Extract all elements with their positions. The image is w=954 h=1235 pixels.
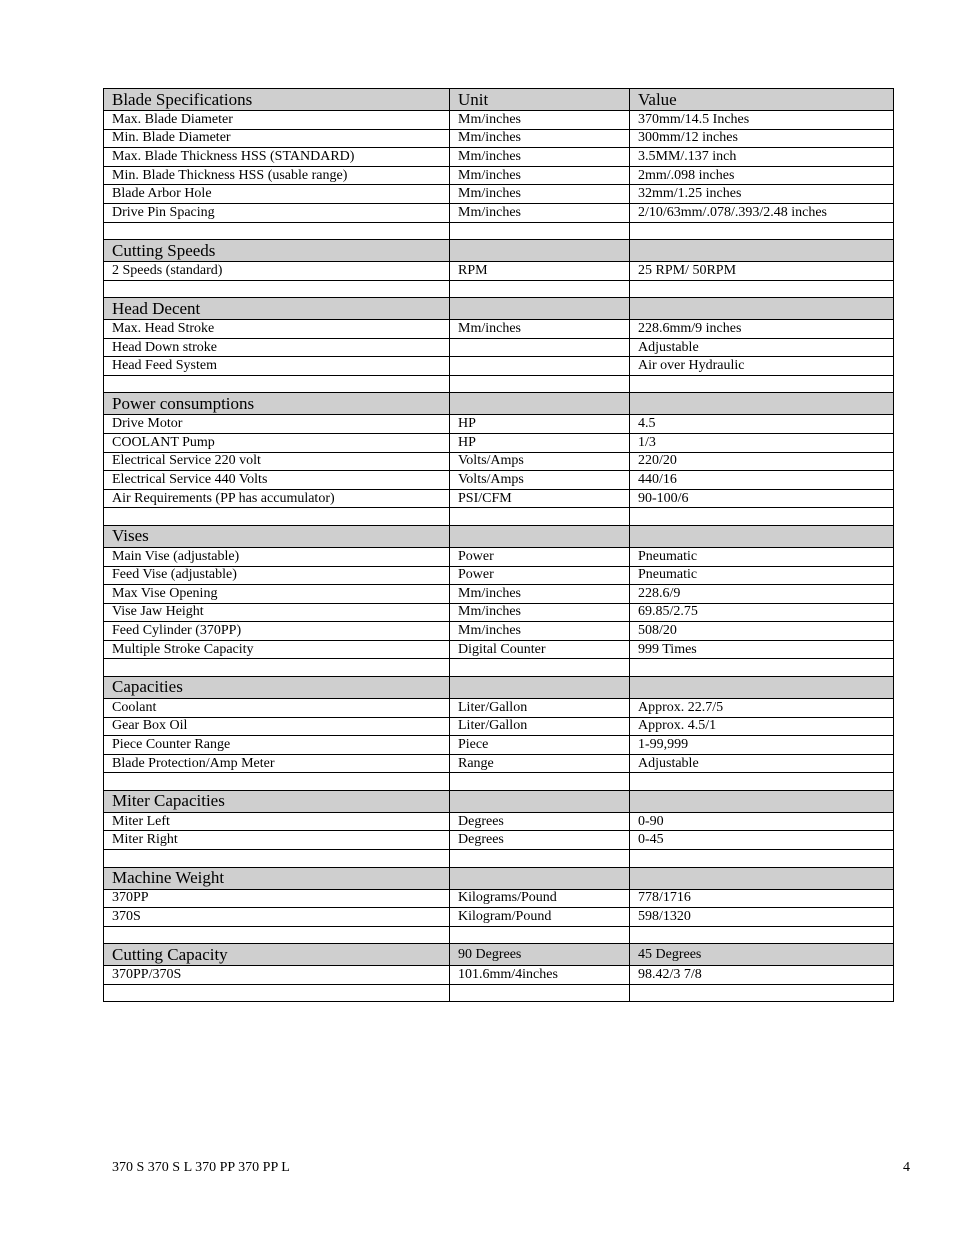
table-row [104, 547, 894, 566]
unit-cell: Volts/Amps [450, 471, 630, 490]
spec-name-cell: Drive Motor [104, 415, 450, 434]
unit-cell: Power [450, 547, 630, 566]
value-cell: 2/10/63mm/.078/.393/2.48 inches [630, 203, 894, 222]
unit-cell: HP [450, 415, 630, 434]
spec-name-cell: 370PP/370S [104, 966, 450, 985]
unit-cell: PSI/CFM [450, 489, 630, 508]
section-column-header [450, 393, 630, 415]
spacer-row [104, 375, 894, 393]
footer-models: 370 S 370 S L 370 PP 370 PP L [112, 1160, 290, 1175]
section-title: Power consumptions [104, 393, 450, 415]
section-column-header [450, 867, 630, 889]
value-cell: Pneumatic [630, 566, 894, 585]
spacer-row [104, 508, 894, 526]
value-cell: 228.6mm/9 inches [630, 320, 894, 339]
spec-name-cell: Miter Left [104, 812, 450, 831]
spec-name-cell: Max. Head Stroke [104, 320, 450, 339]
empty-cell [630, 850, 894, 868]
value-cell: 440/16 [630, 471, 894, 490]
value-cell: 370mm/14.5 Inches [630, 111, 894, 130]
section-column-header [450, 525, 630, 547]
table-row [104, 585, 894, 604]
unit-cell: HP [450, 434, 630, 453]
value-cell: 0-90 [630, 812, 894, 831]
value-cell: 508/20 [630, 622, 894, 641]
table-row [104, 908, 894, 927]
section-header [104, 240, 894, 262]
unit-cell: Mm/inches [450, 585, 630, 604]
value-cell: 300mm/12 inches [630, 129, 894, 148]
spacer-row [104, 773, 894, 791]
table-row [104, 338, 894, 357]
empty-cell [104, 850, 450, 868]
section-title: Blade Specifications [104, 89, 450, 111]
spec-name-cell: Max Vise Opening [104, 585, 450, 604]
table-row [104, 452, 894, 471]
value-cell: 1-99,999 [630, 736, 894, 755]
section-column-header [630, 240, 894, 262]
unit-cell: Mm/inches [450, 603, 630, 622]
spec-name-cell: Min. Blade Thickness HSS (usable range) [104, 166, 450, 185]
empty-cell [630, 375, 894, 393]
spacer-row [104, 850, 894, 868]
unit-cell: Mm/inches [450, 111, 630, 130]
spec-name-cell: 370PP [104, 889, 450, 908]
empty-cell [630, 984, 894, 1002]
unit-cell: Mm/inches [450, 166, 630, 185]
value-cell: Adjustable [630, 338, 894, 357]
value-cell: 999 Times [630, 640, 894, 659]
empty-cell [630, 926, 894, 944]
unit-cell: Kilogram/Pound [450, 908, 630, 927]
empty-cell [450, 375, 630, 393]
empty-cell [104, 926, 450, 944]
spec-name-cell: Vise Jaw Height [104, 603, 450, 622]
empty-cell [104, 375, 450, 393]
unit-cell: Mm/inches [450, 622, 630, 641]
unit-cell: Degrees [450, 831, 630, 850]
section-column-header [450, 240, 630, 262]
value-cell: 32mm/1.25 inches [630, 185, 894, 204]
section-column-header: 45 Degrees [630, 944, 894, 966]
value-cell: 90-100/6 [630, 489, 894, 508]
empty-cell [450, 280, 630, 298]
section-column-header [630, 525, 894, 547]
value-cell: Air over Hydraulic [630, 357, 894, 376]
section-column-header [630, 676, 894, 698]
table-row [104, 357, 894, 376]
empty-cell [104, 773, 450, 791]
section-title: Cutting Speeds [104, 240, 450, 262]
empty-cell [630, 222, 894, 240]
table-row [104, 966, 894, 985]
unit-cell: Piece [450, 736, 630, 755]
value-cell: 3.5MM/.137 inch [630, 148, 894, 167]
spacer-row [104, 222, 894, 240]
value-cell: Approx. 22.7/5 [630, 698, 894, 717]
spec-name-cell: Max. Blade Thickness HSS (STANDARD) [104, 148, 450, 167]
spec-name-cell: 2 Speeds (standard) [104, 262, 450, 281]
empty-cell [104, 508, 450, 526]
spacer-row [104, 926, 894, 944]
unit-cell [450, 357, 630, 376]
unit-cell: Mm/inches [450, 203, 630, 222]
empty-cell [104, 659, 450, 677]
section-column-header [630, 298, 894, 320]
table-row [104, 185, 894, 204]
table-row [104, 415, 894, 434]
empty-cell [630, 508, 894, 526]
spec-name-cell: Blade Arbor Hole [104, 185, 450, 204]
unit-cell: Mm/inches [450, 148, 630, 167]
table-row [104, 166, 894, 185]
spec-name-cell: Blade Protection/Amp Meter [104, 754, 450, 773]
section-column-header [630, 790, 894, 812]
table-row [104, 566, 894, 585]
spec-name-cell: Electrical Service 440 Volts [104, 471, 450, 490]
value-cell: 4.5 [630, 415, 894, 434]
table-row [104, 203, 894, 222]
table-row [104, 471, 894, 490]
section-header [104, 944, 894, 966]
unit-cell: Kilograms/Pound [450, 889, 630, 908]
section-title: Head Decent [104, 298, 450, 320]
unit-cell: Range [450, 754, 630, 773]
spec-name-cell: Electrical Service 220 volt [104, 452, 450, 471]
empty-cell [104, 280, 450, 298]
spec-name-cell: Drive Pin Spacing [104, 203, 450, 222]
unit-cell: Power [450, 566, 630, 585]
section-header [104, 393, 894, 415]
table-row [104, 603, 894, 622]
section-title: Vises [104, 525, 450, 547]
section-title: Miter Capacities [104, 790, 450, 812]
table-row [104, 622, 894, 641]
table-row [104, 736, 894, 755]
table-row [104, 111, 894, 130]
value-cell: 0-45 [630, 831, 894, 850]
unit-cell: Liter/Gallon [450, 698, 630, 717]
spec-name-cell: Air Requirements (PP has accumulator) [104, 489, 450, 508]
table-row [104, 889, 894, 908]
empty-cell [450, 984, 630, 1002]
value-cell: 69.85/2.75 [630, 603, 894, 622]
spacer-row [104, 984, 894, 1002]
empty-cell [450, 773, 630, 791]
table-row [104, 129, 894, 148]
section-header [104, 525, 894, 547]
section-header [104, 89, 894, 111]
unit-cell: Liter/Gallon [450, 717, 630, 736]
value-cell: 598/1320 [630, 908, 894, 927]
empty-cell [450, 926, 630, 944]
value-cell: Adjustable [630, 754, 894, 773]
unit-cell [450, 338, 630, 357]
empty-cell [104, 984, 450, 1002]
value-cell: Pneumatic [630, 547, 894, 566]
unit-cell: 101.6mm/4inches [450, 966, 630, 985]
section-title: Capacities [104, 676, 450, 698]
spacer-row [104, 659, 894, 677]
table-row [104, 717, 894, 736]
section-header [104, 676, 894, 698]
spec-name-cell: Multiple Stroke Capacity [104, 640, 450, 659]
empty-cell [104, 222, 450, 240]
table-row [104, 698, 894, 717]
spec-name-cell: COOLANT Pump [104, 434, 450, 453]
value-cell: 228.6/9 [630, 585, 894, 604]
value-cell: Approx. 4.5/1 [630, 717, 894, 736]
spec-name-cell: Min. Blade Diameter [104, 129, 450, 148]
unit-cell: Mm/inches [450, 129, 630, 148]
spec-name-cell: Coolant [104, 698, 450, 717]
value-cell: 98.42/3 7/8 [630, 966, 894, 985]
table-row [104, 489, 894, 508]
table-row [104, 320, 894, 339]
table-row [104, 831, 894, 850]
value-cell: 220/20 [630, 452, 894, 471]
value-cell: 25 RPM/ 50RPM [630, 262, 894, 281]
spec-name-cell: Main Vise (adjustable) [104, 547, 450, 566]
section-header [104, 790, 894, 812]
unit-cell: RPM [450, 262, 630, 281]
spec-name-cell: Head Down stroke [104, 338, 450, 357]
value-cell: 778/1716 [630, 889, 894, 908]
table-row [104, 640, 894, 659]
empty-cell [630, 280, 894, 298]
spec-name-cell: Feed Vise (adjustable) [104, 566, 450, 585]
table-row [104, 262, 894, 281]
spec-table [103, 88, 894, 1002]
value-cell: 1/3 [630, 434, 894, 453]
section-column-header [450, 676, 630, 698]
section-header [104, 298, 894, 320]
section-column-header: Value [630, 89, 894, 111]
section-column-header [450, 790, 630, 812]
section-column-header [630, 867, 894, 889]
empty-cell [450, 222, 630, 240]
spec-name-cell: Piece Counter Range [104, 736, 450, 755]
section-title: Machine Weight [104, 867, 450, 889]
section-column-header [630, 393, 894, 415]
table-row [104, 754, 894, 773]
section-column-header: Unit [450, 89, 630, 111]
empty-cell [450, 508, 630, 526]
unit-cell: Mm/inches [450, 185, 630, 204]
empty-cell [630, 659, 894, 677]
unit-cell: Volts/Amps [450, 452, 630, 471]
page-number: 4 [903, 1160, 910, 1175]
spacer-row [104, 280, 894, 298]
value-cell: 2mm/.098 inches [630, 166, 894, 185]
table-row [104, 148, 894, 167]
section-title: Cutting Capacity [104, 944, 450, 966]
unit-cell: Degrees [450, 812, 630, 831]
spec-name-cell: Feed Cylinder (370PP) [104, 622, 450, 641]
unit-cell: Mm/inches [450, 320, 630, 339]
empty-cell [450, 659, 630, 677]
spec-name-cell: Miter Right [104, 831, 450, 850]
table-row [104, 434, 894, 453]
empty-cell [450, 850, 630, 868]
spec-name-cell: Head Feed System [104, 357, 450, 376]
section-header [104, 867, 894, 889]
section-column-header: 90 Degrees [450, 944, 630, 966]
unit-cell: Digital Counter [450, 640, 630, 659]
spec-name-cell: Gear Box Oil [104, 717, 450, 736]
table-row [104, 812, 894, 831]
empty-cell [630, 773, 894, 791]
spec-name-cell: Max. Blade Diameter [104, 111, 450, 130]
section-column-header [450, 298, 630, 320]
spec-name-cell: 370S [104, 908, 450, 927]
